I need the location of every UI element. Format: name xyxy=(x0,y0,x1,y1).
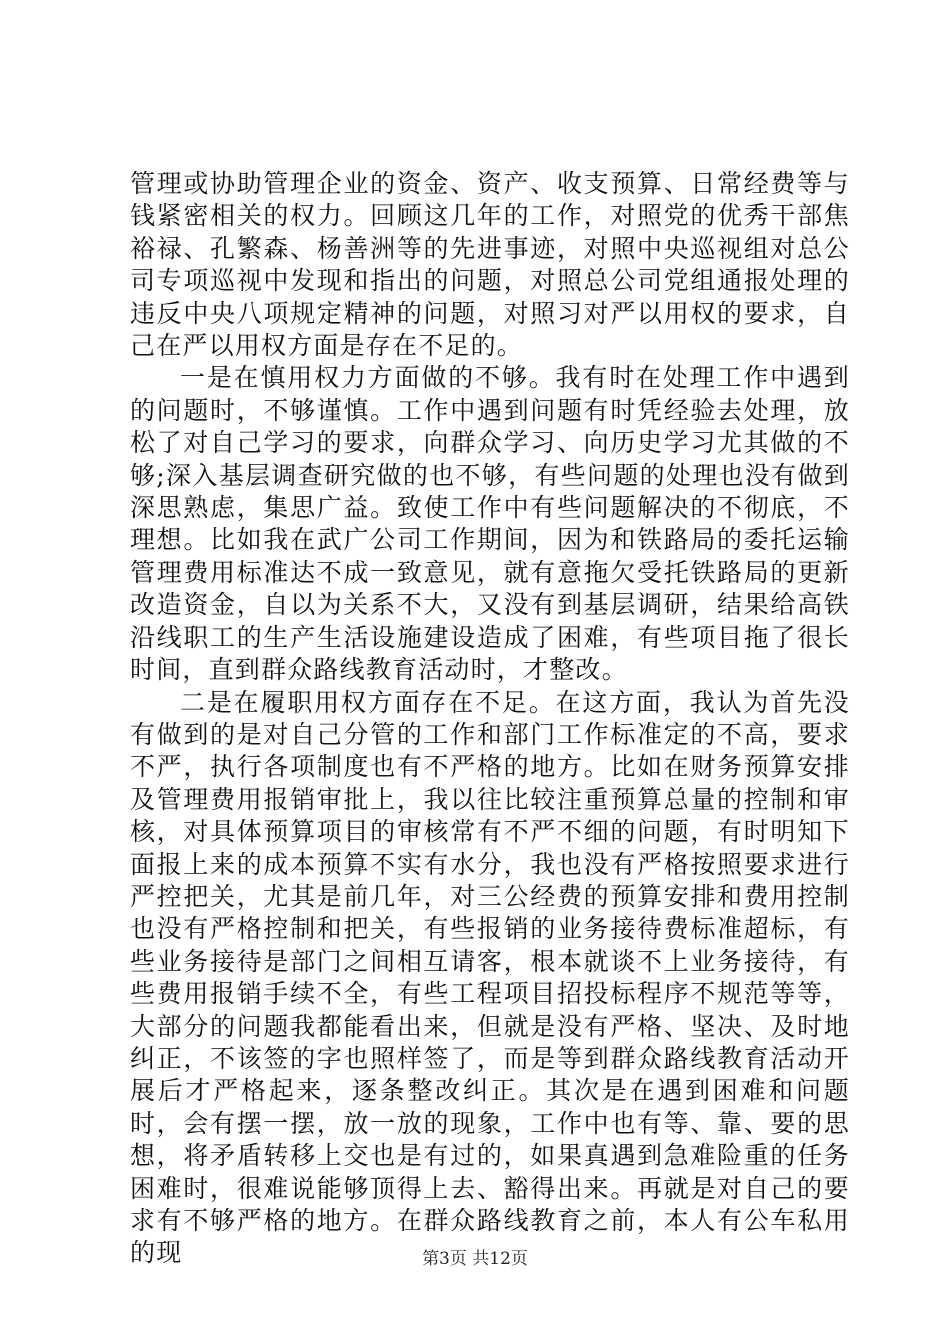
paragraph-power-caution: 一是在慎用权力方面做的不够。我有时在处理工作中遇到的问题时，不够谨慎。工作中遇到问题有时凭经验去处理，放松了对自己学习的要求，向群众学习、向历史学习尤其做的不够;深入基层调查研究做的也不够，有些问题的处理也没有做到深思熟虑，集思广益。致使工作中有些问题解决的不彻底，不理想。比如我在武广公司工作期间，因为和铁路局的委托运输管理费用标准达不成一致意见，就有意拖欠受托铁路局的更新改造资金，自以为关系不大，又没有到基层调研，结果给高铁沿线职工的生产生活设施建设造成了困难，有些项目拖了很长时间，直到群众路线教育活动时，才整改。 xyxy=(130,363,850,685)
page-number-footer: 第3页 共12页 xyxy=(422,1249,528,1269)
paragraph-duty-power: 二是在履职用权方面存在不足。在这方面，我认为首先没有做到的是对自己分管的工作和部门工作标准定的不高，要求不严，执行各项制度也有不严格的地方。比如在财务预算安排及管理费用报销审批上，我以往比较注重预算总量的控制和审核，对具体预算项目的审核常有不严不细的问题，有时明知下面报上来的成本预算不实有水分，我也没有严格按照要求进行严控把关，尤其是前几年，对三公经费的预算安排和费用控制也没有严格控制和把关，有些报销的业务接待费标准超标，有些业务接待是部门之间相互请客，根本就谈不上业务接待，有些费用报销手续不全，有些工程项目招投标程序不规范等等，大部分的问题我都能看出来，但就是没有严格、坚决、及时地纠正，不该签的字也照样签了，而是等到群众路线教育活动开展后才严格起来，逐条整改纠正。其次是在遇到困难和问题时，会有摆一摆，放一放的现象，工作中也有等、靠、要的思想，将矛盾转移上交也是有过的，如果真遇到急难险重的任务困难时，很难说能够顶得上去、豁得出来。再就是对自己的要求有不够严格的地方。在群众路线教育之前，本人有公车私用的现 xyxy=(130,687,850,1268)
paragraph-continuation: 管理或协助管理企业的资金、资产、收支预算、日常经费等与钱紧密相关的权力。回顾这几年的工作，对照党的优秀干部焦裕禄、孔繁森、杨善洲等的先进事迹，对照中央巡视组对总公司专项巡视中发现和指出的问题，对照总公司党组通报处理的违反中央八项规定精神的问题，对照习对严以用权的要求，自己在严以用权方面是存在不足的。 xyxy=(130,169,850,361)
document-body xyxy=(130,168,850,1270)
